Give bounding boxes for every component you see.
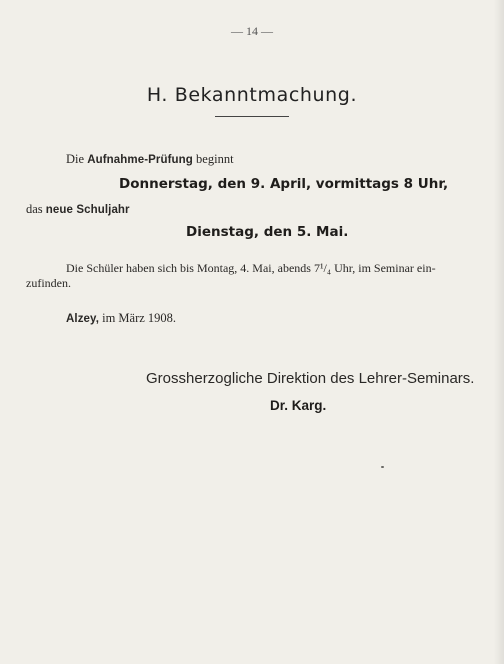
date: im März 1908.: [102, 311, 177, 325]
school-year-intro: das: [26, 202, 43, 216]
page-number: — 14 —: [231, 24, 273, 38]
exam-date-line: Donnerstag, den 9. April, vormittags 8 Uhr,: [119, 176, 449, 192]
signature-line: Grossherzogliche Direktion des Lehrer-Seminars.: [146, 370, 475, 387]
arrival-line-2: zufinden.: [26, 276, 71, 290]
arrival-line-1: Die Schüler haben sich bis Montag, 4. Mai, abends 7¹/₄ Uhr, im Seminar ein-: [66, 261, 436, 275]
exam-term: Aufnahme-Prüfung: [87, 154, 193, 166]
exam-intro: Die: [66, 152, 85, 166]
exam-intro-line: [66, 152, 234, 167]
school-year-intro-line: [26, 202, 130, 217]
school-year-date-line: Dienstag, den 5. Mai.: [186, 224, 349, 240]
title-rule: [215, 116, 289, 117]
place: Alzey,: [66, 313, 99, 325]
exam-verb: beginnt: [196, 152, 234, 166]
place-date-line: [66, 311, 176, 326]
page-title: H. Bekanntmachung.: [146, 84, 358, 106]
school-year-term: neue Schuljahr: [45, 204, 130, 216]
paper-speck: [381, 466, 384, 468]
signature-name: Dr. Karg.: [270, 398, 327, 413]
